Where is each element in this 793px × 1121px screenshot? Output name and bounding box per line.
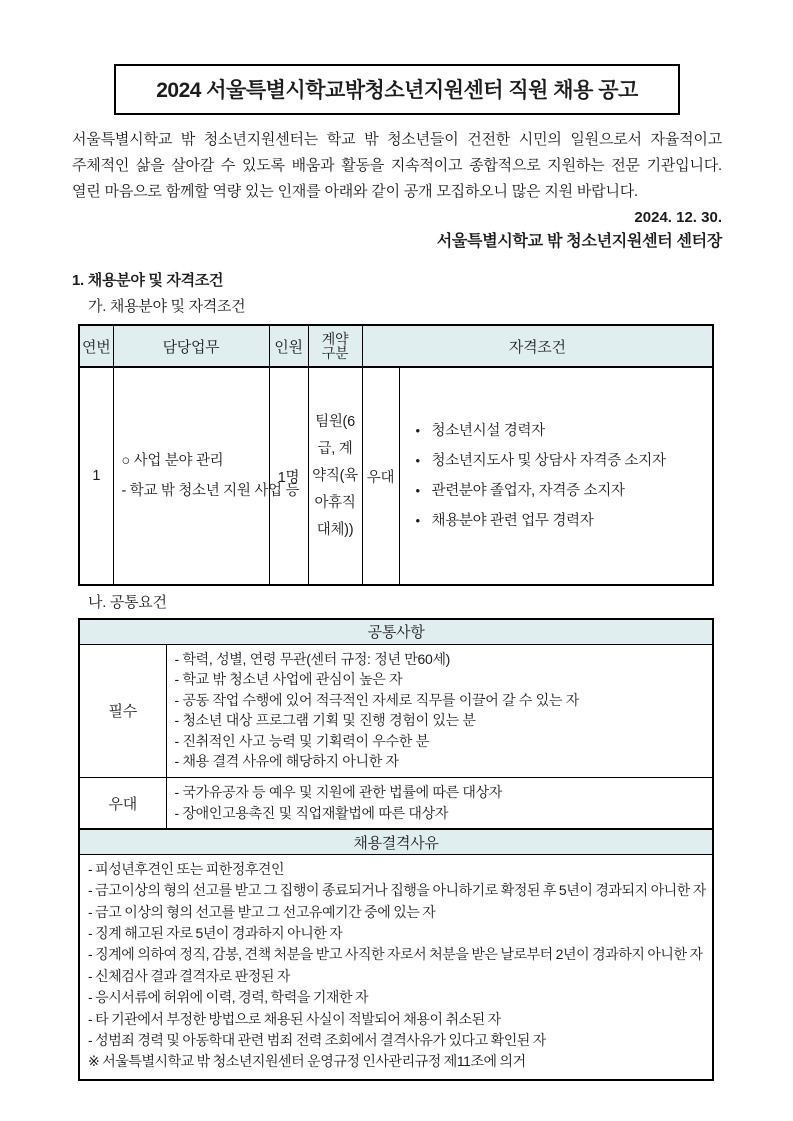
recruit-table-header-row bbox=[79, 325, 713, 367]
disqualification-item: - 금고 이상의 형의 선고를 받고 그 선고유예기간 중에 있는 자 bbox=[88, 903, 436, 920]
recruit-table-row bbox=[79, 367, 713, 585]
required-item: - 청소년 대상 프로그램 기획 및 진행 경험이 있는 분 bbox=[174, 712, 476, 729]
disqualification-item: - 징계에 의하여 정직, 감봉, 견책 처분을 받고 사직한 자로서 처분을 받은 날로부터 2년이 경과하지 아니한 자 bbox=[88, 946, 703, 963]
cell-preference-label: 우대 bbox=[362, 367, 399, 585]
section-1a-heading: 가. 채용분야 및 자격조건 bbox=[88, 298, 246, 315]
common-section-header: 공통사항 bbox=[79, 619, 713, 644]
required-items bbox=[166, 644, 713, 778]
common-header-row bbox=[79, 619, 713, 644]
required-row bbox=[79, 644, 713, 778]
announcement-date: 2024. 12. 30. bbox=[634, 209, 722, 226]
preference-item: • 청소년지도사 및 상담사 자격증 소지자 bbox=[406, 446, 713, 476]
disqualification-row bbox=[79, 854, 713, 1080]
disqualification-header-row bbox=[79, 829, 713, 854]
disqualification-items bbox=[79, 854, 713, 1080]
disqualification-item: - 징계 해고된 자로 5년이 경과하지 아니한 자 bbox=[88, 924, 343, 941]
col-header-duties: 담당업무 bbox=[113, 325, 269, 367]
disqualification-item: ※ 서울특별시학교 밖 청소년지원센터 운영규정 인사관리규정 제11조에 의거 bbox=[88, 1053, 526, 1070]
common-requirements-table bbox=[78, 618, 714, 1081]
section-1b-heading: 나. 공통요건 bbox=[88, 594, 167, 611]
disqualification-section-header: 채용결격사유 bbox=[79, 829, 713, 854]
preferred-item: - 국가유공자 등 예우 및 지원에 관한 법률에 따른 대상자 bbox=[174, 784, 503, 801]
col-header-contract bbox=[308, 325, 362, 367]
preferred-items bbox=[166, 778, 713, 830]
document-title: 2024 서울특별시학교밖청소년지원센터 직원 채용 공고 bbox=[156, 79, 638, 102]
intro-paragraph: 서울특별시학교 밖 청소년지원센터는 학교 밖 청소년들이 건전한 시민의 일원으로서 자율적이고 주체적인 삶을 살아갈 수 있도록 배움과 활동을 지속적이고 종합적으로 지원하는 전문 기관입니다. 열린 마음으로 함께할 역량 있는 인재를 아래와 같이 공개 모집하오니 많은 지원 바랍니다. bbox=[72, 131, 722, 200]
col-header-no: 연번 bbox=[79, 325, 113, 367]
col-header-contract-line1: 계약 bbox=[321, 331, 349, 347]
cell-preference-items bbox=[399, 367, 713, 585]
cell-no: 1 bbox=[79, 367, 113, 585]
document-title-box bbox=[114, 64, 680, 115]
announcer-title: 서울특별시학교 밖 청소년지원센터 센터장 bbox=[436, 233, 722, 250]
disqualification-item: - 피성년후견인 또는 피한정후견인 bbox=[88, 860, 285, 877]
col-header-qualification: 자격조건 bbox=[362, 325, 713, 367]
col-header-contract-line2: 구분 bbox=[321, 345, 349, 361]
required-item: - 학교 밖 청소년 사업에 관심이 높은 자 bbox=[174, 671, 403, 688]
required-item: - 진취적인 사고 능력 및 기획력이 우수한 분 bbox=[174, 732, 429, 749]
preference-item: • 채용분야 관련 업무 경력자 bbox=[406, 506, 713, 536]
required-item: - 채용 결격 사유에 해당하지 아니한 자 bbox=[174, 753, 399, 770]
cell-count: 1명 bbox=[269, 367, 308, 585]
preferred-row bbox=[79, 778, 713, 830]
preferred-label: 우대 bbox=[79, 778, 166, 830]
section-1-heading: 1. 채용분야 및 자격조건 bbox=[72, 272, 224, 289]
duty-line: ○ 사업 분야 관리 bbox=[121, 453, 224, 469]
preferred-item: - 장애인고용촉진 및 직업재활법에 따른 대상자 bbox=[174, 804, 449, 821]
duty-line: - 학교 밖 청소년 지원 사업 등 bbox=[121, 483, 300, 499]
recruit-table bbox=[78, 324, 714, 586]
required-item: - 학력, 성별, 연령 무관(센터 규정: 정년 만60세) bbox=[174, 650, 451, 667]
required-item: - 공동 작업 수행에 있어 적극적인 자세로 직무를 이끌어 갈 수 있는 자 bbox=[174, 691, 579, 708]
col-header-count: 인원 bbox=[269, 325, 308, 367]
required-label: 필수 bbox=[79, 644, 166, 778]
disqualification-item: - 신체검사 결과 결격자로 판정된 자 bbox=[88, 967, 290, 984]
cell-contract: 팀원(6급, 계약직(육아휴직 대체)) bbox=[308, 367, 362, 585]
disqualification-item: - 성범죄 경력 및 아동학대 관련 범죄 전력 조회에서 결격사유가 있다고 확인된 자 bbox=[88, 1032, 546, 1048]
disqualification-item: - 응시서류에 허위에 이력, 경력, 학력을 기재한 자 bbox=[88, 989, 369, 1006]
disqualification-item: - 금고이상의 형의 선고를 받고 그 집행이 종료되거나 집행을 아니하기로 확정된 후 5년이 경과되지 아니한 자 bbox=[88, 882, 706, 899]
preference-item: • 청소년시설 경력자 bbox=[406, 416, 713, 446]
disqualification-item: - 타 기관에서 부정한 방법으로 채용된 사실이 적발되어 채용이 취소된 자 bbox=[88, 1010, 501, 1027]
preference-item: • 관련분야 졸업자, 자격증 소지자 bbox=[406, 476, 713, 506]
